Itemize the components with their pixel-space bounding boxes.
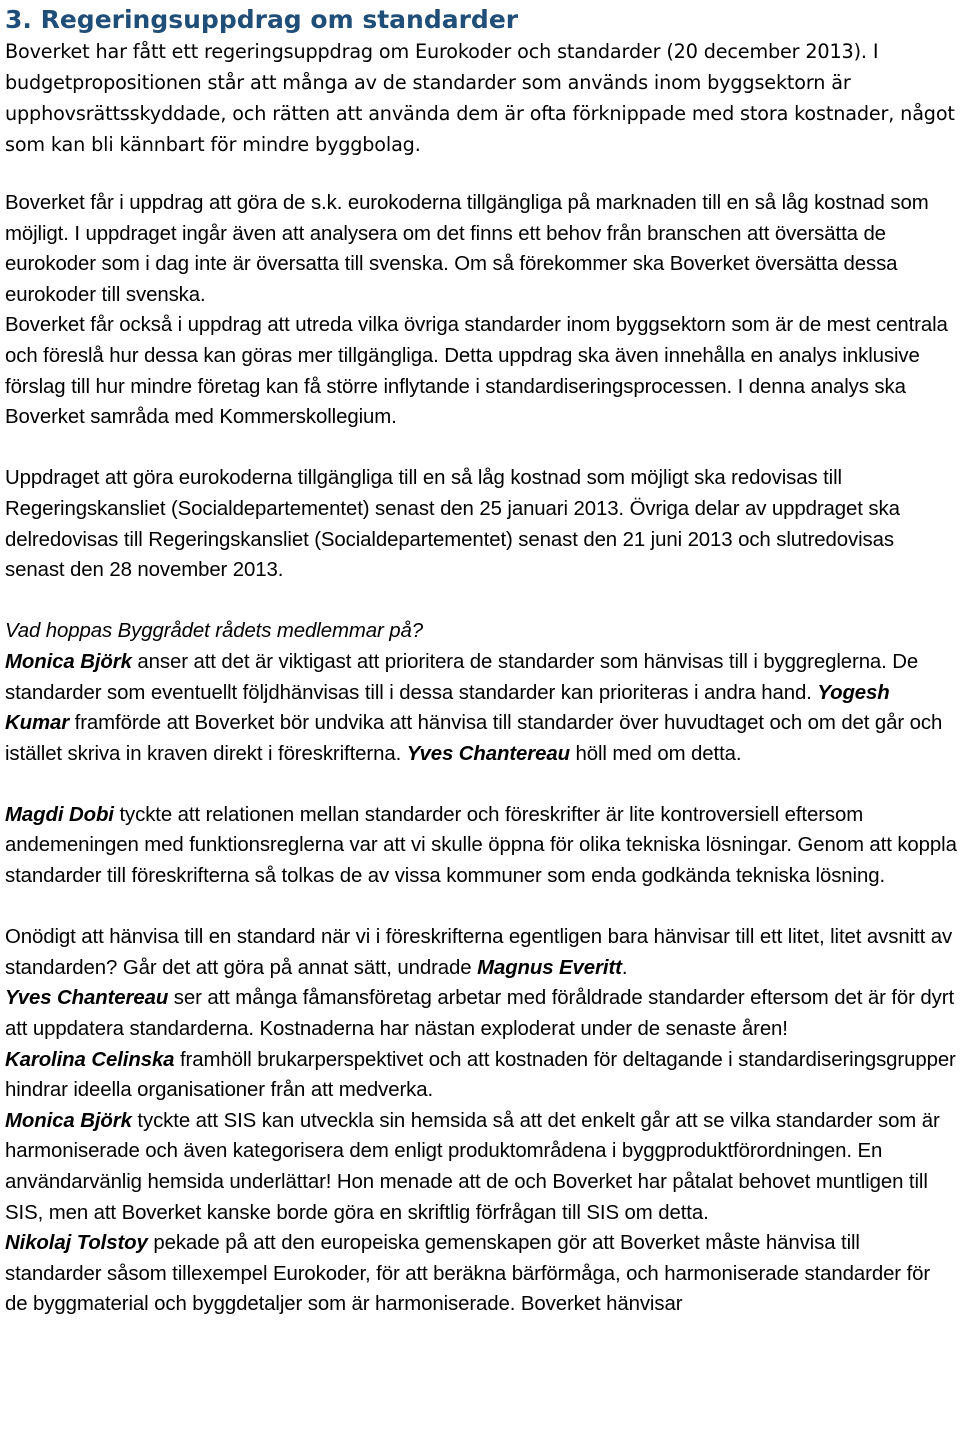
investigation-paragraph: Boverket får också i uppdrag att utreda vilka övriga standarder inom byggsektorn som är de mest centrala och föreslå hur dessa kan göras mer tillgängliga. Detta uppdrag ska även innehålla en analys inklusive förslag till hur mindre företag kan få större inflytande i standardiseringsprocessen. I denna analys ska Boverket samråda med Kommerskollegium. [5,314,948,429]
assignment-paragraph: Boverket får i uppdrag att göra de s.k. eurokoderna tillgängliga på marknaden till en så låg kostnad som möjligt. I uppdraget ingår även att analysera om det finns ett behov från branschen att översätta de eurokoder som i dag inte är översatta till svenska. Om så förekommer ska Boverket översätta dessa eurokoder till svenska. [5,192,929,306]
discussion-paragraph-6 [5,1106,957,1228]
speaker-name: Yogesh Kumar [5,681,890,735]
paragraph-text: ser att många fåmansföretag arbetar med föråldrade standarder eftersom det är för dyrt att uppdatera standarderna. Kostnaderna har nästan exploderat under de senaste åren! [5,987,955,1041]
paragraph-text: anser att det är viktigast att prioritera de standarder som hänvisas till i byggreglerna. De standarder som eventuellt följdhänvisas till i dessa standarder kan prioriteras i andra hand. [5,650,919,704]
speaker-name: Yves Chantereau [5,987,169,1010]
intro-paragraph: Boverket har fått ett regeringsuppdrag om Eurokoder och standarder (20 december 2013). I budgetpropositionen står att många av de standarder som används inom byggsektorn är upphovsrättsskyddade, och rätten att använda dem är ofta förknippade med stora kostnader, något som kan bli kännbart för mindre byggbolag. [5,40,955,156]
speaker-name: Monica Björk [5,650,132,673]
discussion-paragraph-3 [5,922,957,983]
discussion-paragraph-1 [5,647,957,769]
speaker-name: Monica Björk [5,1109,132,1132]
paragraph-text: tyckte att relationen mellan standarder och föreskrifter är lite kontroversiell eftersom andemeningen med funktionsreglerna var att vi skulle öppna för olika tekniska lösningar. Genom att koppla standarder till föreskrifterna så tolkas de av vissa kommuner som enda godkända tekniska lösning. [5,803,957,888]
reporting-paragraph: Uppdraget att göra eurokoderna tillgängliga till en så låg kostnad som möjligt ska redovisas till Regeringskansliet (Socialdepartementet) senast den 25 januari 2013. Övriga delar av uppdraget ska delredovisas till Regeringskansliet (Socialdepartementet) senast den 21 juni 2013 och slutredovisas senast den 28 november 2013. [5,467,900,582]
paragraph-text: framförde att Boverket bör undvika att hänvisa till standarder över huvudtaget och om det går och istället skriva in kraven direkt i föreskrifterna. [5,712,943,765]
paragraph-text: tyckte att SIS kan utveckla sin hemsida så att det enkelt går att se vilka standarder som är harmoniserade och även kategorisera dem enligt produktområdena i byggproduktförordningen. En användarvänlig hemsida underlättar! Hon menade att de och Boverket har påtalat behovet muntligen till SIS, men att Boverket kanske borde göra en skriftlig förfrågan till SIS om detta. [5,1109,940,1224]
discussion-paragraph-4 [5,983,957,1044]
paragraph-text: Onödigt att hänvisa till en standard när vi i föreskrifterna egentligen bara hänvisar till ett litet, litet avsnitt av standarden? Går det att göra på annat sätt, undrade [5,926,953,979]
speaker-name: Nikolaj Tolstoy [5,1232,148,1255]
paragraph-text: höll med om detta. [569,742,742,765]
speaker-name: Karolina Celinska [5,1048,175,1071]
discussion-paragraph-5 [5,1045,957,1106]
section-heading: 3. Regeringsuppdrag om standarder [5,5,519,34]
paragraph-text: . [621,956,628,979]
document-page [5,0,957,1320]
discussion-paragraph-2 [5,800,957,892]
question-heading: Vad hoppas Byggrådet rådets medlemmar på? [5,620,423,643]
paragraph-text: pekade på att den europeiska gemenskapen gör att Boverket måste hänvisa till standarder såsom tillexempel Eurokoder, för att beräkna bärförmåga, och harmoniserade standarder för de byggmaterial och byggdetaljer som är harmoniserade. Boverket hänvisar [5,1232,931,1316]
discussion-paragraph-7 [5,1228,957,1320]
speaker-name: Magdi Dobi [5,803,114,826]
paragraph-text: framhöll brukarperspektivet och att kostnaden för deltagande i standardiseringsgrupper hindrar ideella organisationer från att medverka. [5,1048,956,1102]
speaker-name: Yves Chantereau [406,742,570,765]
speaker-name: Magnus Everitt [477,956,622,979]
